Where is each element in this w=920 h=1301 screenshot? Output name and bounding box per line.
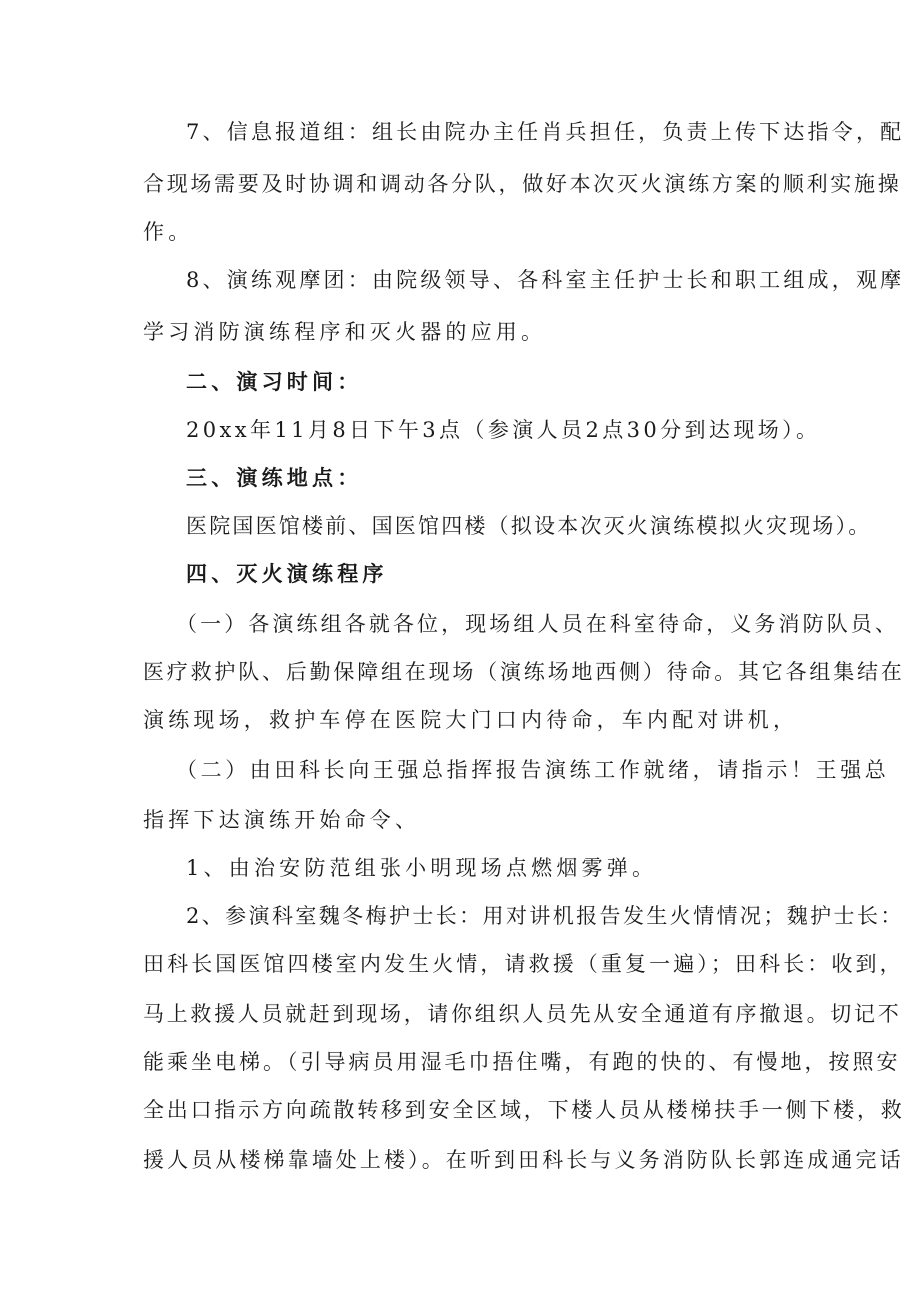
section-heading-time: 二、演习时间： (186, 370, 363, 394)
paragraph-line: 1、由治安防范组张小明现场点燃烟雾弹。 (186, 856, 658, 880)
section-heading-procedure: 四、灭火演练程序 (186, 562, 388, 586)
paragraph-line: 援人员从楼梯靠墙处上楼）。在听到田科长与义务消防队长郭连成通完话 (143, 1148, 904, 1172)
paragraph-line: 医疗救护队、后勤保障组在现场（演练场地西侧）待命。其它各组集结在 (143, 660, 905, 684)
paragraph-line: 马上救援人员就赶到现场，请你组织人员先从安全通道有序撤退。切记不 (143, 1002, 902, 1026)
paragraph-line: 7、信息报道组：组长由院办主任肖兵担任，负责上传下达指令，配 (186, 120, 905, 144)
section-heading-location: 三、演练地点： (186, 466, 363, 490)
paragraph-line: 田科长国医馆四楼室内发生火情，请救援（重复一遍）；田科长：收到， (143, 952, 904, 976)
paragraph-line: 能乘坐电梯。（引导病员用湿毛巾捂住嘴，有跑的快的、有慢地，按照安 (143, 1050, 901, 1074)
paragraph-line: 指挥下达演练开始命令、 (143, 808, 421, 832)
paragraph-line: 全出口指示方向疏散转移到安全区域，下楼人员从楼梯扶手一侧下楼，救 (143, 1098, 905, 1122)
paragraph-line: 2、参演科室魏冬梅护士长：用对讲机报告发生火情情况；魏护士长： (186, 904, 904, 928)
paragraph-line: 学习消防演练程序和灭火器的应用。 (143, 320, 547, 344)
paragraph-line: 8、演练观摩团：由院级领导、各科室主任护士长和职工组成，观摩 (186, 268, 905, 292)
paragraph-line: （一）各演练组各就各位，现场组人员在科室待命，义务消防队员、 (176, 612, 899, 636)
paragraph-line: 医院国医馆楼前、国医馆四楼（拟设本次灭火演练模拟火灾现场）。 (186, 514, 872, 538)
paragraph-line: 演练现场，救护车停在医院大门口内待命，车内配对讲机， (143, 708, 799, 732)
paragraph-line: 作。 (143, 220, 194, 244)
paragraph-line: （二）由田科长向王强总指挥报告演练工作就绪，请指示！王强总 (176, 758, 890, 782)
paragraph-line: 20xx年11月8日下午3点（参演人员2点30分到达现场）。 (186, 418, 821, 442)
paragraph-line: 合现场需要及时协调和调动各分队，做好本次灭火演练方案的顺利实施操 (143, 172, 902, 196)
